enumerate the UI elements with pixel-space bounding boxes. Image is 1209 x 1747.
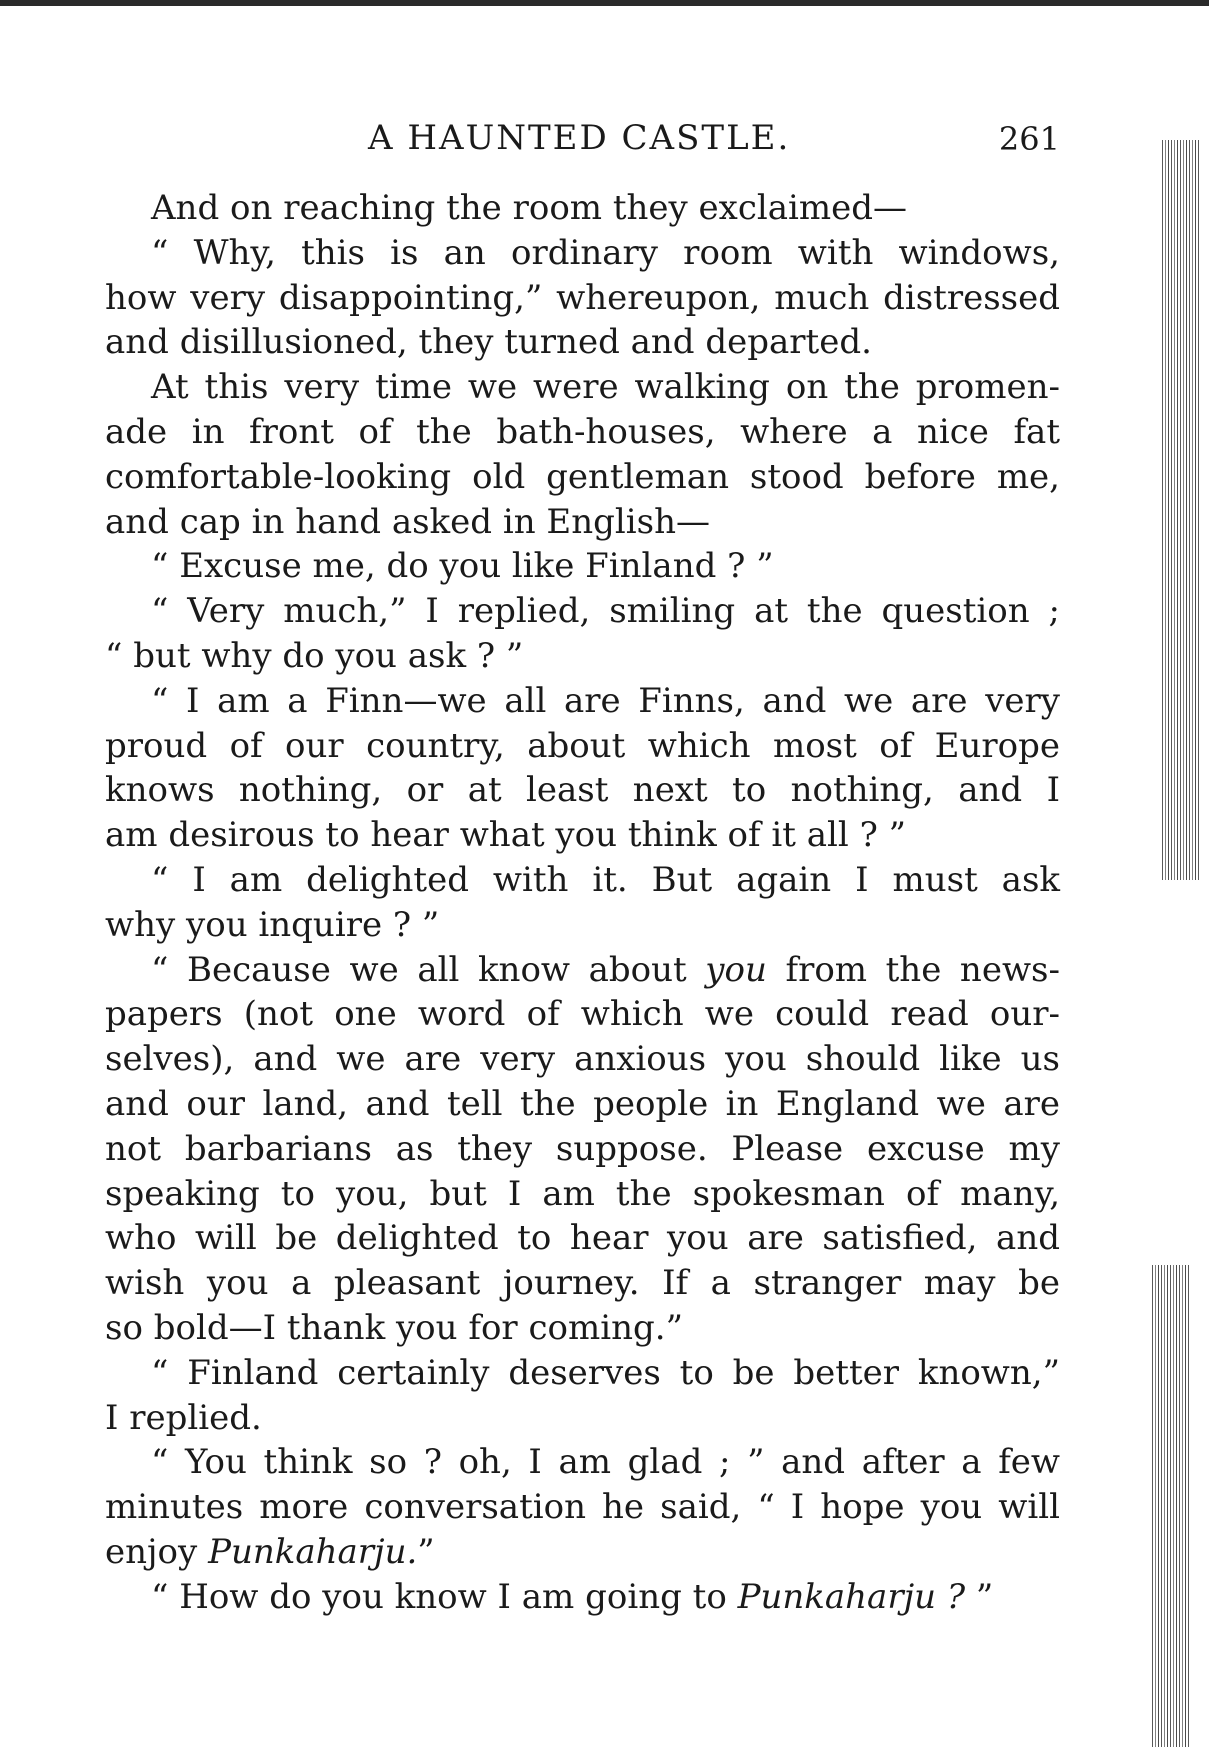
text-line: how very disappointing,” whereupon, much distressed: [105, 277, 1060, 318]
running-head: [120, 118, 1060, 178]
text-line: and disillusioned, they turned and departed.: [105, 322, 872, 363]
text-line: “ Excuse me, do you like Finland ? ”: [151, 546, 774, 587]
text-line: “ but why do you ask ? ”: [105, 635, 524, 676]
text-segment: “ Because we all know about: [151, 949, 687, 990]
text-segment: ”: [975, 1576, 994, 1617]
text-line: so bold—I thank you for coming.”: [105, 1307, 683, 1348]
text-segment: “ How do you know I am going to: [151, 1576, 727, 1617]
text-segment: enjoy: [105, 1531, 198, 1572]
text-line: knows nothing, or at least next to nothing, and I: [105, 770, 1060, 811]
text-line: And on reaching the room they exclaimed—: [151, 188, 908, 228]
page-number: 261: [998, 120, 1060, 158]
body-text: [105, 186, 1060, 1620]
text-line: why you inquire ? ”: [105, 904, 440, 945]
text-line: proud of our country, about which most of Europe: [105, 725, 1060, 766]
text-line: minutes more conversation he said, “ I hope you will: [105, 1487, 1060, 1528]
text-line: “ You think so ? oh, I am glad ; ” and after a few: [151, 1442, 1060, 1483]
text-line: “ I am delighted with it. But again I must ask: [151, 859, 1060, 900]
text-line: I replied.: [105, 1397, 262, 1438]
text-line: “ I am a Finn—we all are Finns, and we are very: [151, 680, 1060, 721]
italic-word: you: [705, 949, 767, 990]
text-segment: ”: [417, 1531, 435, 1572]
text-line: and cap in hand asked in English—: [105, 501, 711, 542]
italic-word: Punkaharju.: [208, 1531, 418, 1572]
text-line: papers (not one word of which we could read our-: [105, 994, 1060, 1035]
text-line: “ Finland certainly deserves to be better known,”: [151, 1352, 1060, 1393]
text-line: am desirous to hear what you think of it all ? ”: [105, 815, 907, 856]
text-line: [105, 1575, 1060, 1620]
text-line: [105, 948, 1060, 993]
text-line: and our land, and tell the people in England we are: [105, 1083, 1060, 1124]
italic-word: Punkaharju ?: [737, 1576, 966, 1617]
text-line: wish you a pleasant journey. If a stranger may be: [105, 1263, 1060, 1304]
text-line: not barbarians as they suppose. Please excuse my: [105, 1128, 1060, 1169]
text-line: At this very time we were walking on the promen-: [151, 367, 1060, 408]
text-line: “ Very much,” I replied, smiling at the question ;: [151, 591, 1060, 632]
text-line: [105, 1530, 1060, 1575]
text-line: comfortable-looking old gentleman stood before me,: [105, 456, 1060, 497]
text-line: ade in front of the bath-houses, where a nice fat: [105, 411, 1060, 452]
text-line: “ Why, this is an ordinary room with windows,: [151, 232, 1060, 273]
text-line: selves), and we are very anxious you should like us: [105, 1039, 1060, 1080]
running-title: A HAUNTED CASTLE.: [368, 118, 791, 158]
text-segment: from the news-: [785, 949, 1060, 990]
text-line: speaking to you, but I am the spokesman of many,: [105, 1173, 1060, 1214]
text-line: who will be delighted to hear you are satisfied, and: [105, 1218, 1060, 1259]
